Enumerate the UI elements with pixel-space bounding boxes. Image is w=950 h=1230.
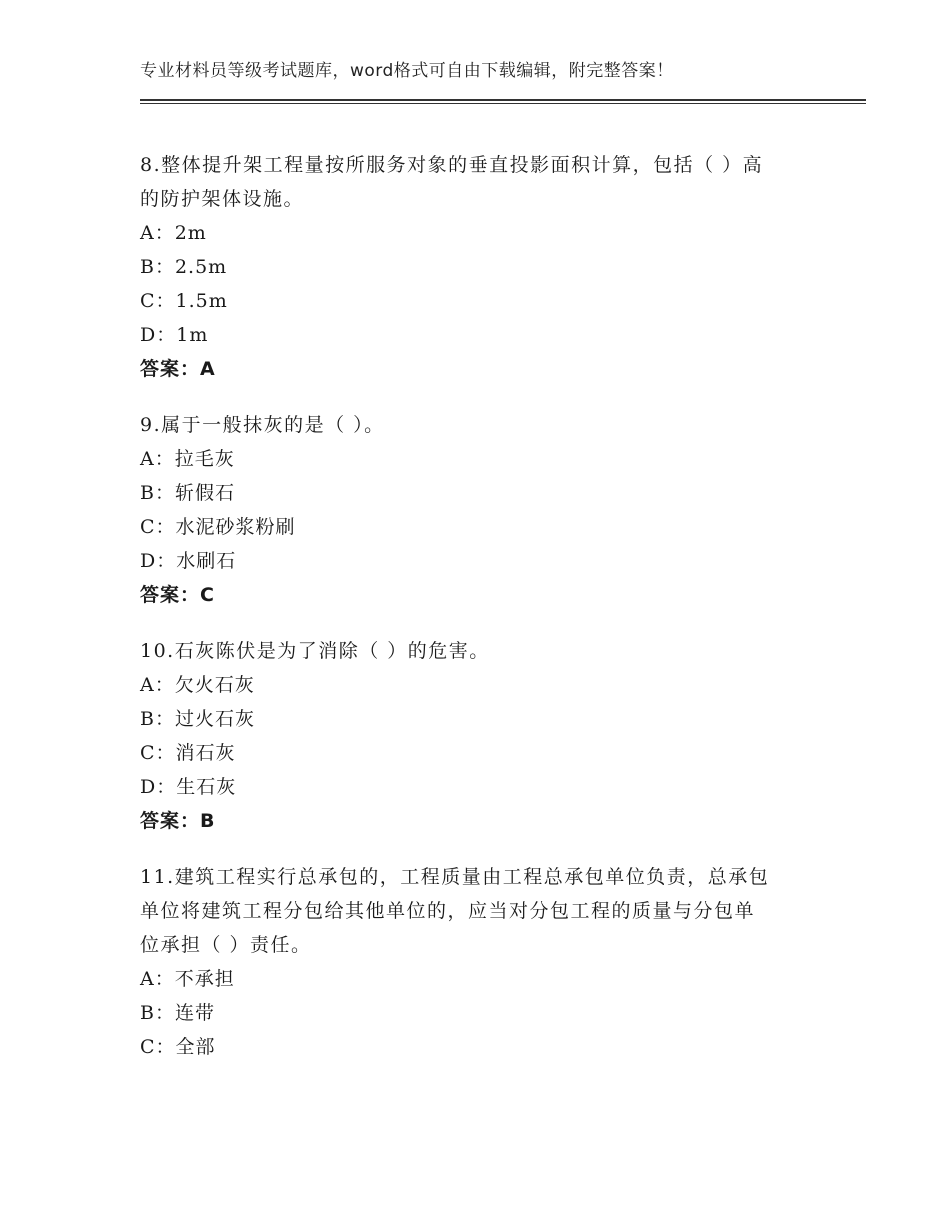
question-10 xyxy=(140,634,820,838)
question-11 xyxy=(140,860,820,1064)
answer-line: 答案：A xyxy=(140,358,216,380)
option-a: A：拉毛灰 xyxy=(140,448,235,470)
option-d: D：1m xyxy=(140,324,209,346)
question-stem-line: 9.属于一般抹灰的是（ ）。 xyxy=(140,414,385,436)
option-b: B：斩假石 xyxy=(140,482,235,504)
header-rule-thin xyxy=(140,103,866,104)
option-d: D：生石灰 xyxy=(140,776,237,798)
question-8 xyxy=(140,148,820,386)
option-c: C：1.5m xyxy=(140,290,228,312)
option-a: A：欠火石灰 xyxy=(140,674,255,696)
question-stem-line: 10.石灰陈伏是为了消除（ ）的危害。 xyxy=(140,640,490,662)
option-c: C：消石灰 xyxy=(140,742,236,764)
header-rule-thick xyxy=(140,99,866,101)
option-c: C：全部 xyxy=(140,1036,216,1058)
question-stem-line: 8.整体提升架工程量按所服务对象的垂直投影面积计算，包括（ ）高 xyxy=(140,154,764,176)
answer-line: 答案：B xyxy=(140,810,216,832)
option-c: C：水泥砂浆粉刷 xyxy=(140,516,296,538)
question-stem-line: 的防护架体设施。 xyxy=(140,188,305,210)
question-stem-line: 位承担（ ）责任。 xyxy=(140,934,312,956)
question-stem-line: 单位将建筑工程分包给其他单位的，应当对分包工程的质量与分包单 xyxy=(140,900,756,922)
option-d: D：水刷石 xyxy=(140,550,237,572)
question-9 xyxy=(140,408,820,612)
option-a: A：2m xyxy=(140,222,207,244)
option-b: B：过火石灰 xyxy=(140,708,255,730)
answer-line: 答案：C xyxy=(140,584,215,606)
option-b: B：连带 xyxy=(140,1002,215,1024)
option-a: A：不承担 xyxy=(140,968,235,990)
question-list xyxy=(140,148,820,1086)
question-stem-line: 11.建筑工程实行总承包的，工程质量由工程总承包单位负责，总承包 xyxy=(140,866,770,888)
page-header: 专业材料员等级考试题库，word格式可自由下载编辑，附完整答案！ xyxy=(140,61,674,81)
option-b: B：2.5m xyxy=(140,256,228,278)
